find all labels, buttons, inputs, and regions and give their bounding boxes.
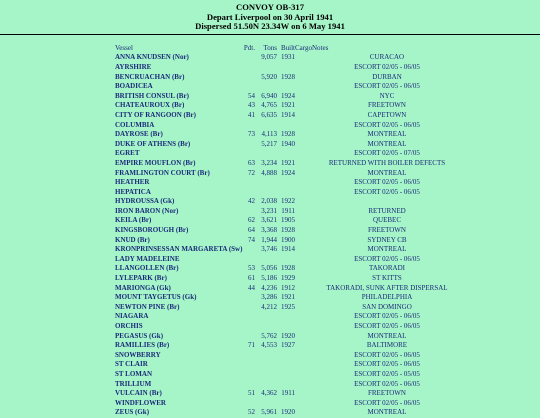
- cell-vessel: ANNA KNUDSEN (Nor): [115, 53, 189, 62]
- table-header-row: [115, 44, 462, 54]
- cell-tons: [255, 255, 277, 265]
- cell-built: [277, 380, 295, 390]
- cell-notes: ESCORT 02/05 - 06/05: [354, 322, 420, 330]
- cell-tons: 9,057: [261, 53, 277, 62]
- cell-notes: ESCORT 02/05 - 06/05: [354, 350, 420, 359]
- cell-built: [277, 178, 295, 188]
- cell-vessel: VULCAIN (Br): [115, 389, 162, 398]
- cell-cargo: [295, 197, 312, 207]
- cell-pdt: [243, 380, 255, 390]
- cell-pdt: [243, 140, 255, 150]
- cell-tons: [255, 82, 277, 92]
- cell-built: 1922: [281, 197, 295, 206]
- cell-built: [277, 370, 295, 380]
- cell-vessel: EGRET: [115, 149, 140, 158]
- table-row: [115, 130, 462, 140]
- cell-notes: MONTREAL: [367, 168, 407, 177]
- cell-vessel: AYRSHIRE: [115, 62, 152, 71]
- table-row: [115, 360, 462, 370]
- cell-pdt: [243, 399, 255, 409]
- cell-tons: [255, 360, 277, 370]
- col-built: Built: [280, 43, 295, 52]
- col-tons: Tons: [263, 43, 277, 52]
- cell-notes: FREETOWN: [367, 101, 406, 110]
- cell-tons: 3,286: [261, 293, 277, 302]
- cell-tons: 4,362: [261, 389, 277, 398]
- cell-built: [277, 312, 295, 322]
- cell-notes: FREETOWN: [367, 226, 406, 235]
- cell-notes: ESCORT 02/05 - 06/05: [354, 379, 420, 388]
- col-pdt: Pdt.: [243, 43, 255, 52]
- cell-cargo: [295, 360, 312, 370]
- cell-tons: [255, 399, 277, 409]
- cell-built: [277, 322, 295, 332]
- cell-built: [277, 63, 295, 73]
- cell-cargo: [295, 159, 312, 169]
- cell-pdt: 64: [248, 226, 255, 235]
- cell-tons: 4,236: [261, 283, 277, 292]
- cell-tons: [255, 312, 277, 322]
- table-row: [115, 169, 462, 179]
- cell-cargo: [295, 399, 312, 409]
- cell-tons: 4,888: [261, 168, 277, 177]
- departure-line: Depart Liverpool on 30 April 1941: [206, 11, 334, 22]
- cell-notes: DURBAN: [372, 72, 402, 81]
- cell-pdt: [243, 149, 255, 159]
- cell-pdt: [243, 303, 255, 313]
- cell-cargo: [295, 389, 312, 399]
- cell-notes: TAKORADI: [368, 264, 405, 273]
- table-row: [115, 322, 462, 332]
- cell-cargo: [295, 121, 312, 131]
- cell-built: [277, 188, 295, 198]
- cell-pdt: [243, 332, 255, 342]
- cell-cargo: [295, 130, 312, 140]
- cell-built: [277, 360, 295, 370]
- cell-tons: [255, 63, 277, 73]
- cell-notes: MONTREAL: [367, 139, 407, 148]
- cell-notes: ST KITTS: [372, 274, 402, 283]
- cell-cargo: [295, 293, 312, 303]
- cell-vessel: HEPATICA: [115, 187, 151, 196]
- cell-pdt: 74: [248, 235, 255, 244]
- cell-notes: QUEBEC: [372, 216, 401, 225]
- cell-pdt: [243, 73, 255, 83]
- table-row: [115, 245, 462, 255]
- cell-pdt: 41: [248, 110, 255, 119]
- cell-vessel: ST CLAIR: [115, 360, 148, 369]
- cell-cargo: [295, 245, 312, 255]
- cell-built: [277, 255, 295, 265]
- cell-tons: 6,940: [261, 91, 277, 100]
- cell-tons: 4,553: [261, 341, 277, 350]
- cell-pdt: [243, 351, 255, 361]
- page-header: [0, 0, 540, 32]
- cell-cargo: [295, 408, 312, 418]
- cell-tons: [255, 149, 277, 159]
- cell-built: 1928: [281, 226, 295, 235]
- cell-pdt: [243, 322, 255, 332]
- cell-tons: 2,038: [261, 197, 277, 206]
- cell-tons: 3,621: [261, 216, 277, 225]
- cell-tons: 4,765: [261, 101, 277, 110]
- cell-built: [277, 121, 295, 131]
- cell-built: 1911: [281, 206, 295, 215]
- cell-cargo: [295, 226, 312, 236]
- cell-cargo: [295, 149, 312, 159]
- cell-cargo: [295, 332, 312, 342]
- cell-built: 1924: [281, 168, 295, 177]
- cell-notes: ESCORT 02/05 - 06/05: [354, 398, 420, 407]
- cell-built: [277, 82, 295, 92]
- cell-notes: FREETOWN: [367, 389, 406, 398]
- cell-vessel: LYLEPARK (Br): [115, 274, 167, 283]
- cell-built: 1931: [281, 53, 295, 62]
- cell-tons: 3,231: [261, 206, 277, 215]
- cell-tons: 3,234: [261, 158, 277, 167]
- cell-vessel: ZEUS (Gk): [115, 408, 150, 417]
- table-body: [115, 53, 462, 418]
- cell-built: [277, 351, 295, 361]
- cell-notes: RETURNED: [368, 206, 406, 215]
- cell-built: [277, 399, 295, 409]
- cell-vessel: KRONPRINSESSAN MARGARETA (Sw): [115, 245, 243, 254]
- cell-pdt: [243, 121, 255, 131]
- cell-vessel: CITY OF RANGOON (Br): [115, 110, 196, 119]
- cell-built: 1911: [281, 389, 295, 398]
- cell-built: 1914: [281, 110, 295, 119]
- cell-pdt: 63: [248, 158, 255, 167]
- cell-cargo: [295, 92, 312, 102]
- cell-pdt: 54: [248, 91, 255, 100]
- convoy-table: [115, 44, 462, 418]
- cell-pdt: [243, 53, 255, 63]
- cell-vessel: EMPIRE MOUFLON (Br): [115, 158, 196, 167]
- cell-cargo: [295, 264, 312, 274]
- cell-pdt: [243, 207, 255, 217]
- cell-vessel: MARIONGA (Gk): [115, 283, 171, 292]
- cell-notes: [312, 197, 462, 207]
- table-row: [115, 370, 462, 380]
- table-row: [115, 92, 462, 102]
- cell-vessel: ORCHIS: [115, 322, 143, 330]
- cell-cargo: [295, 380, 312, 390]
- cell-cargo: [295, 169, 312, 179]
- cell-tons: [255, 188, 277, 198]
- cell-vessel: LLANGOLLEN (Br): [115, 264, 179, 273]
- table-row: [115, 197, 462, 207]
- cell-vessel: HEATHER: [115, 178, 150, 187]
- cell-built: 1925: [281, 302, 295, 311]
- cell-cargo: [295, 63, 312, 73]
- cell-built: 1928: [281, 264, 295, 273]
- table-row: [115, 284, 462, 294]
- col-notes: Notes: [311, 43, 329, 52]
- cell-tons: 5,961: [261, 408, 277, 417]
- dispersal-line: Dispersed 51.50N 23.34W on 6 May 1941: [195, 21, 345, 32]
- cell-notes: NYC: [379, 91, 395, 100]
- cell-cargo: [295, 101, 312, 111]
- cell-pdt: 44: [248, 283, 255, 292]
- cell-pdt: 72: [248, 168, 255, 177]
- table-row: [115, 389, 462, 399]
- cell-built: 1921: [281, 158, 295, 167]
- table-row: [115, 207, 462, 217]
- cell-vessel: NIAGARA: [115, 312, 149, 321]
- cell-built: 1905: [281, 216, 295, 225]
- cell-cargo: [295, 370, 312, 380]
- cell-notes: ESCORT 02/05 - 06/05: [354, 254, 420, 263]
- cell-pdt: [243, 370, 255, 380]
- cell-vessel: BRITISH CONSUL (Br): [115, 91, 189, 100]
- table-row: [115, 226, 462, 236]
- cell-pdt: [243, 312, 255, 322]
- table-row: [115, 351, 462, 361]
- col-vessel: Vessel: [115, 43, 133, 52]
- table-row: [115, 255, 462, 265]
- table-row: [115, 140, 462, 150]
- cell-pdt: 53: [248, 264, 255, 273]
- cell-tons: [255, 178, 277, 188]
- col-cargo: Cargo: [295, 43, 312, 52]
- cell-notes: PHILADELPHIA: [361, 293, 413, 302]
- table-row: [115, 53, 462, 63]
- cell-vessel: WINDFLOWER: [115, 398, 166, 407]
- cell-vessel: BOADICEA: [115, 82, 153, 91]
- table-row: [115, 312, 462, 322]
- cell-built: 1929: [281, 274, 295, 283]
- table-row: [115, 236, 462, 246]
- table-row: [115, 82, 462, 92]
- table-row: [115, 149, 462, 159]
- cell-pdt: [243, 178, 255, 188]
- cell-notes: ESCORT 02/05 - 06/05: [354, 187, 420, 196]
- table-row: [115, 121, 462, 131]
- cell-vessel: TRILLIUM: [115, 379, 152, 388]
- cell-vessel: DUKE OF ATHENS (Br): [115, 139, 191, 148]
- cell-notes: MONTREAL: [367, 245, 407, 254]
- cell-notes: CAPETOWN: [367, 110, 407, 119]
- table-row: [115, 303, 462, 313]
- cell-built: 1928: [281, 72, 295, 81]
- table-row: [115, 274, 462, 284]
- cell-tons: [255, 322, 277, 332]
- table-row: [115, 111, 462, 121]
- cell-cargo: [295, 255, 312, 265]
- cell-notes: CURACAO: [369, 53, 405, 62]
- cell-vessel: HYDROUSSA (Gk): [115, 197, 175, 206]
- cell-cargo: [295, 216, 312, 226]
- cell-cargo: [295, 73, 312, 83]
- table-row: [115, 159, 462, 169]
- header-divider: [0, 34, 540, 35]
- cell-notes: ESCORT 02/05 - 06/05: [354, 178, 420, 187]
- cell-notes: MONTREAL: [367, 408, 407, 417]
- cell-pdt: [243, 188, 255, 198]
- cell-notes: BALTIMORE: [366, 341, 408, 350]
- cell-pdt: 43: [248, 101, 255, 110]
- cell-vessel: FRAMLINGTON COURT (Br): [115, 168, 210, 177]
- cell-pdt: 51: [248, 389, 255, 398]
- table-row: [115, 264, 462, 274]
- cell-built: 1927: [281, 341, 295, 350]
- table-row: [115, 399, 462, 409]
- cell-notes: ESCORT 02/05 - 06/05: [354, 62, 420, 71]
- cell-notes: ESCORT 02/05 - 06/05: [354, 360, 420, 369]
- cell-built: 1900: [281, 235, 295, 244]
- cell-notes: ESCORT 02/05 - 06/05: [354, 312, 420, 321]
- cell-pdt: [243, 293, 255, 303]
- cell-notes: SYDNEY CB: [367, 235, 407, 244]
- cell-vessel: COLUMBIA: [115, 120, 155, 129]
- cell-tons: 4,212: [261, 302, 277, 311]
- cell-notes: TAKORADI, SUNK AFTER DISPERSAL: [326, 283, 448, 292]
- cell-cargo: [295, 207, 312, 217]
- cell-tons: [255, 121, 277, 131]
- cell-cargo: [295, 351, 312, 361]
- cell-pdt: [243, 63, 255, 73]
- cell-pdt: 42: [248, 197, 255, 206]
- cell-tons: 3,746: [261, 245, 277, 254]
- cell-pdt: 73: [248, 130, 255, 139]
- cell-cargo: [295, 284, 312, 294]
- cell-vessel: RAMILLIES (Br): [115, 341, 170, 350]
- cell-cargo: [295, 322, 312, 332]
- cell-tons: 5,217: [261, 139, 277, 148]
- cell-vessel: PEGASUS (Gk): [115, 331, 164, 340]
- cell-vessel: DAYROSE (Br): [115, 130, 163, 139]
- cell-cargo: [295, 111, 312, 121]
- cell-tons: [255, 370, 277, 380]
- cell-pdt: [243, 82, 255, 92]
- cell-pdt: [243, 360, 255, 370]
- table-row: [115, 408, 462, 418]
- cell-cargo: [295, 236, 312, 246]
- cell-cargo: [295, 341, 312, 351]
- cell-cargo: [295, 178, 312, 188]
- cell-cargo: [295, 303, 312, 313]
- cell-pdt: 61: [248, 274, 255, 283]
- cell-built: 1928: [281, 130, 295, 139]
- cell-tons: 4,113: [261, 130, 277, 139]
- cell-tons: 6,635: [261, 110, 277, 119]
- cell-vessel: CHATEAUROUX (Br): [115, 101, 185, 110]
- cell-pdt: [243, 245, 255, 255]
- cell-vessel: ST LOMAN: [115, 369, 153, 378]
- convoy-title: CONVOY OB-317: [235, 2, 305, 12]
- cell-pdt: [243, 255, 255, 265]
- cell-tons: 1,944: [261, 235, 277, 244]
- cell-notes: ESCORT 02/05 - 06/05: [354, 82, 420, 91]
- table-row: [115, 380, 462, 390]
- cell-cargo: [295, 82, 312, 92]
- cell-pdt: 52: [248, 408, 255, 417]
- cell-vessel: BENCRUACHAN (Br): [115, 72, 185, 81]
- cell-built: 1920: [281, 408, 295, 417]
- cell-built: 1921: [281, 101, 295, 110]
- cell-tons: [255, 380, 277, 390]
- cell-built: 1921: [281, 293, 295, 302]
- cell-vessel: SNOWBERRY: [115, 350, 161, 359]
- table-row: [115, 293, 462, 303]
- cell-notes: ESCORT 02/05 - 07/05: [354, 149, 420, 158]
- cell-vessel: KINGSBOROUGH (Br): [115, 226, 189, 235]
- table-row: [115, 73, 462, 83]
- table-row: [115, 188, 462, 198]
- table-row: [115, 216, 462, 226]
- cell-cargo: [295, 274, 312, 284]
- table-row: [115, 332, 462, 342]
- cell-vessel: KEILA (Br): [115, 216, 152, 225]
- cell-pdt: 71: [248, 341, 255, 350]
- cell-notes: ESCORT 02/05 - 05/05: [354, 369, 420, 378]
- cell-built: 1940: [281, 139, 295, 148]
- cell-tons: 3,368: [261, 226, 277, 235]
- cell-built: [277, 149, 295, 159]
- cell-tons: 5,056: [261, 264, 277, 273]
- table-row: [115, 101, 462, 111]
- cell-built: 1912: [281, 283, 295, 292]
- table-row: [115, 341, 462, 351]
- cell-tons: [255, 351, 277, 361]
- cell-cargo: [295, 53, 312, 63]
- cell-cargo: [295, 312, 312, 322]
- cell-cargo: [295, 140, 312, 150]
- cell-pdt: 62: [248, 216, 255, 225]
- cell-vessel: NEWTON PINE (Br): [115, 302, 180, 311]
- cell-notes: ESCORT 02/05 - 06/05: [354, 120, 420, 129]
- cell-cargo: [295, 188, 312, 198]
- cell-notes: MONTREAL: [367, 331, 407, 340]
- table-row: [115, 63, 462, 73]
- cell-built: 1924: [281, 91, 295, 100]
- cell-vessel: LADY MADELEINE: [115, 254, 180, 263]
- cell-built: 1914: [281, 245, 295, 254]
- cell-vessel: KNUD (Br): [115, 235, 150, 244]
- cell-vessel: IRON BARON (Nor): [115, 206, 179, 215]
- cell-tons: 5,762: [261, 331, 277, 340]
- cell-built: 1920: [281, 331, 295, 340]
- cell-tons: 5,186: [261, 274, 277, 283]
- cell-notes: MONTREAL: [367, 130, 407, 139]
- cell-vessel: MOUNT TAYGETUS (Gk): [115, 293, 197, 302]
- cell-notes: RETURNED WITH BOILER DEFECTS: [328, 158, 446, 167]
- cell-notes: SAN DOMINGO: [362, 302, 412, 311]
- cell-tons: 5,920: [261, 72, 277, 81]
- table-row: [115, 178, 462, 188]
